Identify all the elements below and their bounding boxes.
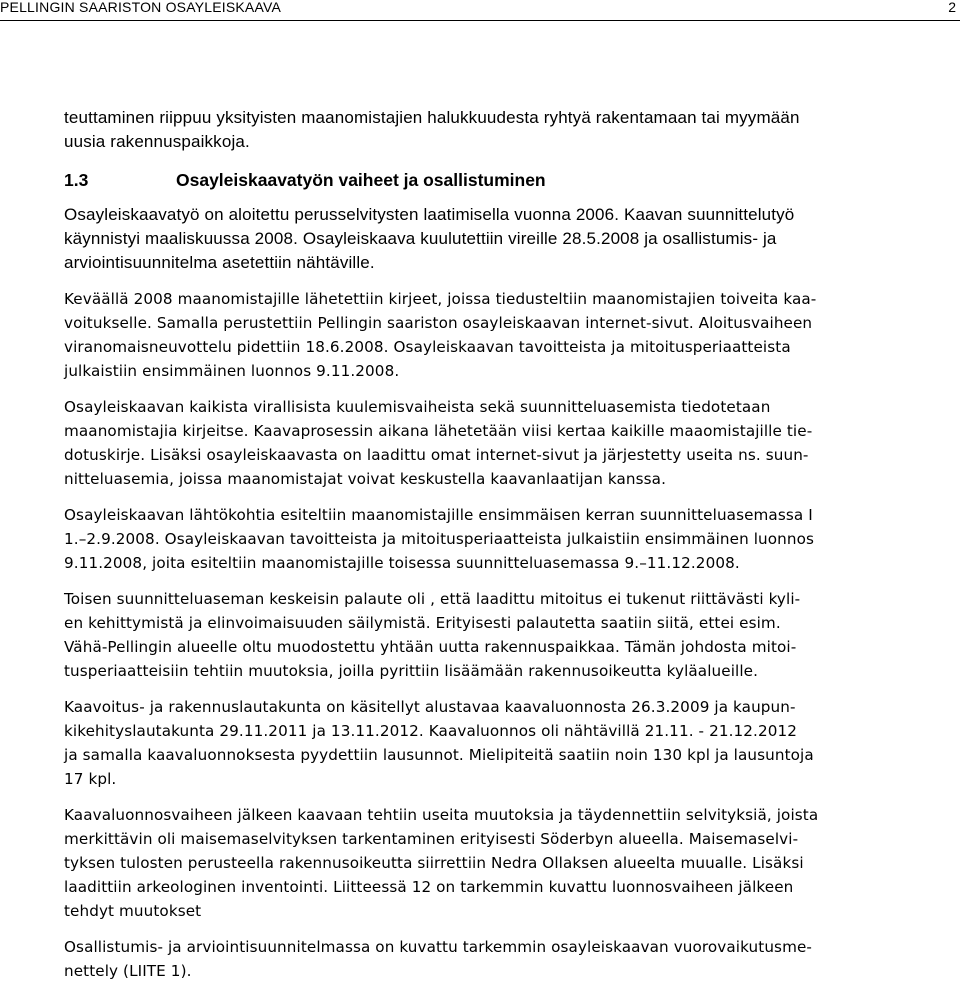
section-title: Osayleiskaavatyön vaiheet ja osallistuminen (176, 170, 546, 190)
text-line: nettely (LIITE 1). (64, 962, 192, 980)
text-line: 1.–2.9.2008. Osayleiskaavan tavoitteista ja mitoitusperiaatteista julkaistiin ensimmäinen luonnos (64, 530, 815, 548)
text-line: arviointisuunnitelma asetettiin nähtäville. (64, 253, 375, 272)
text-line: Osayleiskaavan lähtökohtia esiteltiin maanomistajille ensimmäisen kerran suunnitteluasemassa I (64, 506, 813, 524)
text-line: voitukselle. Samalla perustettiin Pellingin saariston osayleiskaavan internet-sivut. Aloitusvaiheen (64, 314, 813, 332)
text-line: tusperiaatteisiin tehtiin muutoksia, joilla pyrittiin lisäämään rakennusoikeutta kyläalueille. (64, 662, 759, 680)
text-line: maanomistajia kirjeitse. Kaavaprosessin aikana lähetetään viisi kertaa kaikille maaomistajille tie- (64, 422, 813, 440)
text-line: dotuskirje. Lisäksi osayleiskaavasta on laadittu omat internet-sivut ja järjestetty useita ns. suun- (64, 446, 809, 464)
document-title: PELLINGIN SAARISTON OSAYLEISKAAVA (0, 0, 281, 15)
section-heading (64, 168, 954, 192)
text-line: Toisen suunnitteluaseman keskeisin palaute oli , että laadittu mitoitus ei tukenut riittävästi kyli- (64, 590, 801, 608)
text-line: Osallistumis- ja arviointisuunnitelmassa on kuvattu tarkemmin osayleiskaavan vuorovaikutusme- (64, 938, 812, 956)
text-line: käynnistyi maaliskuussa 2008. Osayleiskaava kuulutettiin vireille 28.5.2008 ja osallistumis- ja (64, 229, 777, 248)
page-number: 2 (948, 0, 956, 15)
paragraph (64, 695, 954, 791)
text-line: laadittiin arkeologinen inventointi. Liitteessä 12 on tarkemmin kuvattu luonnosvaiheen jälkeen (64, 878, 794, 896)
paragraph (64, 395, 954, 491)
paragraph (64, 935, 954, 983)
document-body (64, 106, 954, 983)
intro-paragraph (64, 106, 954, 154)
text-line: teuttaminen riippuu yksityisten maanomistajien halukkuudesta ryhtyä rakentamaan tai myymään (64, 108, 800, 127)
text-line: Kaavoitus- ja rakennuslautakunta on käsitellyt alustavaa kaavaluonnosta 26.3.2009 ja kaupun- (64, 698, 796, 716)
text-line: ja samalla kaavaluonnoksesta pyydettiin lausunnot. Mielipiteitä saatiin noin 130 kpl ja lausuntoja (64, 746, 814, 764)
text-line: nitteluasemia, joissa maanomistajat voivat keskustella kaavanlaatijan kanssa. (64, 470, 666, 488)
text-line: julkaistiin ensimmäinen luonnos 9.11.2008. (64, 362, 400, 380)
page-header (0, 0, 960, 22)
text-line: Kaavaluonnosvaiheen jälkeen kaavaan tehtiin useita muutoksia ja täydennettiin selvityksiä, joista (64, 806, 819, 824)
paragraph (64, 587, 954, 683)
text-line: Osayleiskaavan kaikista virallisista kuulemisvaiheista sekä suunnitteluasemista tiedotetaan (64, 398, 771, 416)
text-line: viranomaisneuvottelu pidettiin 18.6.2008. Osayleiskaavan tavoitteista ja mitoitusperiaatteista (64, 338, 791, 356)
text-line: 17 kpl. (64, 770, 117, 788)
paragraph (64, 503, 954, 575)
paragraph (64, 803, 954, 923)
text-line: uusia rakennuspaikkoja. (64, 132, 250, 151)
text-line: Keväällä 2008 maanomistajille lähetettiin kirjeet, joissa tiedusteltiin maanomistajien toiveita kaa- (64, 290, 817, 308)
section-number: 1.3 (64, 170, 89, 190)
text-line: merkittävin oli maisemaselvityksen tarkentaminen erityisesti Söderbyn alueella. Maisemaselvi- (64, 830, 799, 848)
header-divider (0, 20, 960, 21)
text-line: en kehittymistä ja elinvoimaisuuden säilymistä. Erityisesti palautetta saatiin siitä, ettei esim. (64, 614, 781, 632)
text-line: 9.11.2008, joita esiteltiin maanomistajille toisessa suunnitteluasemassa 9.–11.12.2008. (64, 554, 740, 572)
text-line: tyksen tulosten perusteella rakennusoikeutta siirrettiin Nedra Ollaksen alueelta muualle. Lisäksi (64, 854, 804, 872)
paragraph (64, 203, 954, 275)
text-line: Vähä-Pellingin alueelle oltu muodostettu yhtään uutta rakennuspaikkaa. Tämän johdosta mitoi- (64, 638, 797, 656)
text-line: tehdyt muutokset (64, 902, 202, 920)
paragraph (64, 287, 954, 383)
text-line: Osayleiskaavatyö on aloitettu perusselvitysten laatimisella vuonna 2006. Kaavan suunnittelutyö (64, 205, 795, 224)
text-line: kikehityslautakunta 29.11.2011 ja 13.11.2012. Kaavaluonnos oli nähtävillä 21.11. - 21.12.2012 (64, 722, 798, 740)
